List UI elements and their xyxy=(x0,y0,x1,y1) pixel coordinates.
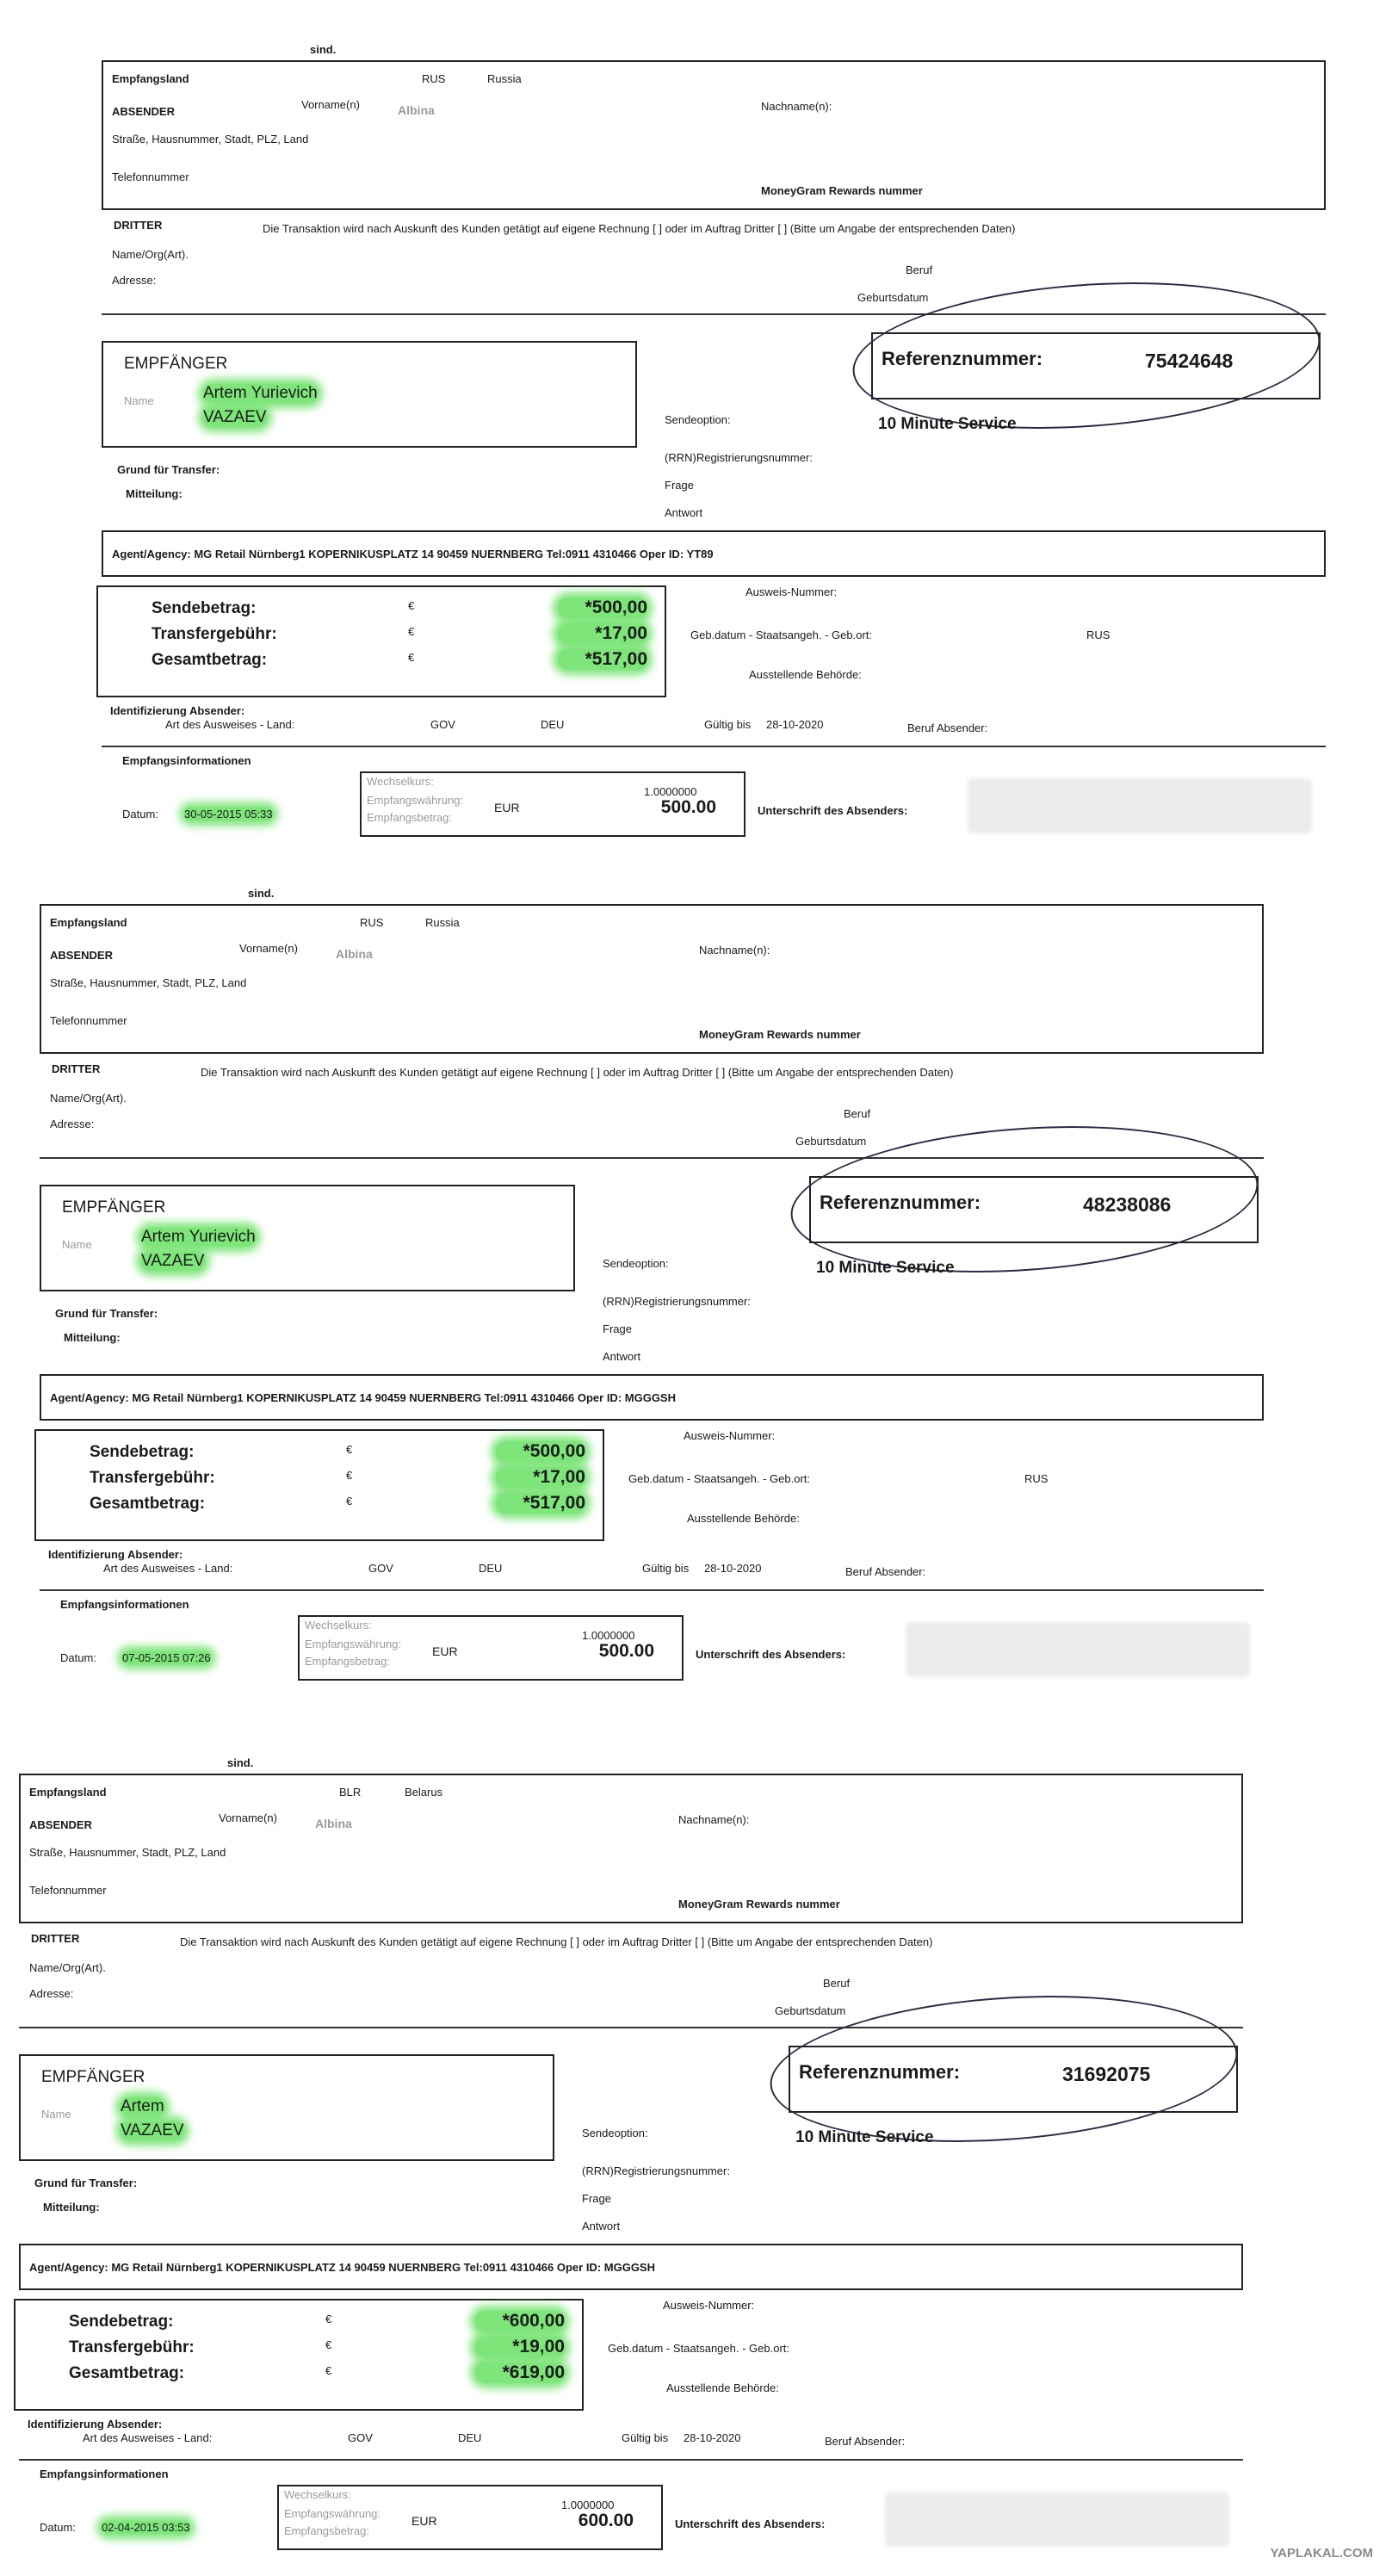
rrn-label: (RRN)Registrierungsnummer: xyxy=(603,1295,751,1308)
empfangsbetrag-label: Empfangsbetrag: xyxy=(284,2524,370,2537)
sender-first-name: Albina xyxy=(315,1817,352,1830)
valid-until: 28-10-2020 xyxy=(684,2431,741,2444)
beruf-absender-label: Beruf Absender: xyxy=(907,721,988,734)
empfangsbetrag-label: Empfangsbetrag: xyxy=(367,811,453,824)
vorname-label: Vorname(n) xyxy=(301,98,360,111)
sind-label: sind. xyxy=(248,887,275,900)
empfangsinfo-label: Empfangsinformationen xyxy=(60,1598,189,1611)
section-divider xyxy=(40,1589,1264,1591)
beruf-label: Beruf xyxy=(906,263,933,276)
name-label: Name xyxy=(41,2108,71,2121)
euro-symbol: € xyxy=(408,625,415,638)
id-country: DEU xyxy=(458,2431,482,2444)
gueltig-label: Gültig bis xyxy=(642,1562,690,1575)
sendeoption-label: Sendeoption: xyxy=(582,2127,648,2139)
sendebetrag-label: Sendebetrag: xyxy=(90,1443,195,1461)
name-label: Name xyxy=(124,394,154,407)
euro-symbol: € xyxy=(325,2364,332,2377)
art-ausweis-label: Art des Ausweises - Land: xyxy=(83,2431,213,2444)
id-type: GOV xyxy=(348,2431,373,2444)
grund-label: Grund für Transfer: xyxy=(55,1307,158,1320)
valid-until: 28-10-2020 xyxy=(704,1562,762,1575)
referenz-label: Referenznummer: xyxy=(820,1192,981,1213)
agent-info: Agent/Agency: MG Retail Nürnberg1 KOPERNIKUSPLATZ 14 90459 NUERNBERG Tel:0911 4310466 Oper ID: YT89 xyxy=(112,548,714,560)
transaction-date: 02-04-2015 03:53 xyxy=(102,2521,190,2534)
gesamtbetrag-label: Gesamtbetrag: xyxy=(90,1495,206,1513)
unterschrift-label: Unterschrift des Absenders: xyxy=(696,1648,846,1661)
antwort-label: Antwort xyxy=(665,506,703,519)
nachname-label: Nachname(n): xyxy=(678,1813,750,1826)
nachname-label: Nachname(n): xyxy=(699,944,770,957)
id-type: GOV xyxy=(430,718,455,731)
euro-symbol: € xyxy=(346,1495,353,1508)
service-label: 10 Minute Service xyxy=(816,1259,955,1277)
empfangsinfo-label: Empfangsinformationen xyxy=(122,754,251,767)
empfangswaehrung-label: Empfangswährung: xyxy=(284,2507,381,2520)
country-name: Russia xyxy=(487,72,522,85)
name-org-label: Name/Org(Art). xyxy=(50,1092,127,1105)
absender-label: ABSENDER xyxy=(29,1818,92,1831)
absender-label: ABSENDER xyxy=(112,105,175,118)
absender-label: ABSENDER xyxy=(50,949,113,962)
name-org-label: Name/Org(Art). xyxy=(29,1961,106,1974)
wechselkurs-label: Wechselkurs: xyxy=(284,2488,351,2501)
redacted-signature-area xyxy=(885,2492,1229,2547)
euro-symbol: € xyxy=(325,2338,332,2351)
recipient-first-name: Artem Yurievich xyxy=(203,384,318,402)
ausweis-nummer-label: Ausweis-Nummer: xyxy=(684,1429,776,1442)
address-label: Straße, Hausnummer, Stadt, PLZ, Land xyxy=(50,976,247,989)
nationality: RUS xyxy=(1086,629,1111,641)
art-ausweis-label: Art des Ausweises - Land: xyxy=(103,1562,233,1575)
reference-number: 48238086 xyxy=(1083,1193,1172,1216)
adresse-label: Adresse: xyxy=(29,1987,74,2000)
dritter-label: DRITTER xyxy=(114,219,163,232)
empfangswaehrung-label: Empfangswährung: xyxy=(367,794,464,807)
empfaenger-label: EMPFÄNGER xyxy=(41,2068,145,2086)
identifizierung-label: Identifizierung Absender: xyxy=(110,704,245,717)
identifizierung-label: Identifizierung Absender: xyxy=(28,2418,163,2430)
service-label: 10 Minute Service xyxy=(878,415,1017,433)
gebdatum-label: Geb.datum - Staatsangeh. - Geb.ort: xyxy=(690,629,873,641)
ausstellende-label: Ausstellende Behörde: xyxy=(749,668,862,681)
section-divider xyxy=(102,746,1326,747)
id-country: DEU xyxy=(479,1562,503,1575)
beruf-label: Beruf xyxy=(823,1977,851,1990)
referenz-label: Referenznummer: xyxy=(799,2061,961,2083)
section-divider xyxy=(19,2459,1243,2461)
watermark: YAPLAKAL.COM xyxy=(1270,2546,1373,2561)
empfangsland-label: Empfangsland xyxy=(50,916,127,929)
beruf-absender-label: Beruf Absender: xyxy=(825,2435,906,2448)
rewards-label: MoneyGram Rewards nummer xyxy=(761,184,923,197)
dritter-text: Die Transaktion wird nach Auskunft des Kunden getätigt auf eigene Rechnung [ ] oder im Auftrag Dritter [ ] (Bitte um Angabe der entsprechenden Daten) xyxy=(201,1066,954,1079)
mitteilung-label: Mitteilung: xyxy=(64,1331,121,1344)
grund-label: Grund für Transfer: xyxy=(117,463,220,476)
adresse-label: Adresse: xyxy=(50,1118,95,1130)
wechselkurs-label: Wechselkurs: xyxy=(305,1619,372,1632)
datum-label: Datum: xyxy=(122,808,158,820)
antwort-label: Antwort xyxy=(603,1350,641,1363)
address-label: Straße, Hausnummer, Stadt, PLZ, Land xyxy=(29,1846,226,1859)
service-label: 10 Minute Service xyxy=(795,2128,934,2146)
frage-label: Frage xyxy=(603,1322,632,1335)
geburtsdatum-label: Geburtsdatum xyxy=(775,2004,846,2017)
referenz-label: Referenznummer: xyxy=(882,348,1043,369)
redacted-signature-area xyxy=(906,1622,1250,1677)
reference-number: 31692075 xyxy=(1062,2063,1151,2085)
empfangsland-label: Empfangsland xyxy=(112,72,189,85)
dritter-text: Die Transaktion wird nach Auskunft des Kunden getätigt auf eigene Rechnung [ ] oder im Auftrag Dritter [ ] (Bitte um Angabe der entsprechenden Daten) xyxy=(263,222,1016,235)
id-type: GOV xyxy=(368,1562,393,1575)
sendeoption-label: Sendeoption: xyxy=(603,1257,669,1270)
transfergebuehr-label: Transfergebühr: xyxy=(90,1469,215,1487)
recipient-last-name: VAZAEV xyxy=(203,408,267,426)
country-code: RUS xyxy=(360,916,384,929)
art-ausweis-label: Art des Ausweises - Land: xyxy=(165,718,295,731)
id-country: DEU xyxy=(541,718,565,731)
agent-info: Agent/Agency: MG Retail Nürnberg1 KOPERNIKUSPLATZ 14 90459 NUERNBERG Tel:0911 4310466 Oper ID: MGGGSH xyxy=(29,2261,655,2274)
sendebetrag-label: Sendebetrag: xyxy=(152,599,257,617)
telefon-label: Telefonnummer xyxy=(50,1014,127,1027)
sender-first-name: Albina xyxy=(398,103,435,117)
transfer-fee: *17,00 xyxy=(558,623,647,644)
recipient-first-name: Artem Yurievich xyxy=(141,1228,256,1246)
euro-symbol: € xyxy=(325,2313,332,2325)
empfaenger-label: EMPFÄNGER xyxy=(124,355,228,373)
vorname-label: Vorname(n) xyxy=(239,942,298,955)
euro-symbol: € xyxy=(408,651,415,664)
address-label: Straße, Hausnummer, Stadt, PLZ, Land xyxy=(112,133,309,146)
empfangsinfo-label: Empfangsinformationen xyxy=(40,2468,169,2480)
sendebetrag-label: Sendebetrag: xyxy=(69,2313,174,2331)
datum-label: Datum: xyxy=(40,2521,76,2534)
recipient-last-name: VAZAEV xyxy=(141,1252,205,1270)
total-amount: *517,00 xyxy=(496,1493,585,1514)
mitteilung-label: Mitteilung: xyxy=(43,2201,100,2214)
geburtsdatum-label: Geburtsdatum xyxy=(857,291,929,304)
dritter-label: DRITTER xyxy=(31,1932,80,1945)
sender-first-name: Albina xyxy=(336,947,373,961)
receive-amount: 500.00 xyxy=(598,1641,654,1661)
send-amount: *500,00 xyxy=(496,1441,585,1462)
unterschrift-label: Unterschrift des Absenders: xyxy=(758,804,908,817)
grund-label: Grund für Transfer: xyxy=(34,2177,138,2189)
exchange-rate: 1.0000000 xyxy=(644,785,697,798)
send-amount: *600,00 xyxy=(475,2311,565,2331)
nachname-label: Nachname(n): xyxy=(761,100,832,113)
currency: EUR xyxy=(411,2514,437,2528)
empfangsbetrag-label: Empfangsbetrag: xyxy=(305,1655,391,1668)
rewards-label: MoneyGram Rewards nummer xyxy=(699,1028,861,1041)
gebdatum-label: Geb.datum - Staatsangeh. - Geb.ort: xyxy=(608,2342,790,2355)
recipient-last-name: VAZAEV xyxy=(121,2121,184,2139)
transfer-fee: *17,00 xyxy=(496,1467,585,1488)
empfangsland-label: Empfangsland xyxy=(29,1786,107,1799)
valid-until: 28-10-2020 xyxy=(766,718,824,731)
exchange-rate: 1.0000000 xyxy=(561,2499,615,2511)
beruf-label: Beruf xyxy=(844,1107,871,1120)
ausweis-nummer-label: Ausweis-Nummer: xyxy=(745,585,838,598)
currency: EUR xyxy=(432,1644,458,1658)
send-amount: *500,00 xyxy=(558,598,647,618)
vorname-label: Vorname(n) xyxy=(219,1811,277,1824)
adresse-label: Adresse: xyxy=(112,274,157,287)
ausstellende-label: Ausstellende Behörde: xyxy=(666,2381,779,2394)
identifizierung-label: Identifizierung Absender: xyxy=(48,1548,183,1561)
transaction-date: 30-05-2015 05:33 xyxy=(184,808,273,820)
gebdatum-label: Geb.datum - Staatsangeh. - Geb.ort: xyxy=(628,1472,811,1485)
name-label: Name xyxy=(62,1238,92,1251)
empfaenger-label: EMPFÄNGER xyxy=(62,1198,166,1217)
gueltig-label: Gültig bis xyxy=(622,2431,669,2444)
gesamtbetrag-label: Gesamtbetrag: xyxy=(69,2364,185,2382)
euro-symbol: € xyxy=(346,1469,353,1482)
datum-label: Datum: xyxy=(60,1651,96,1664)
telefon-label: Telefonnummer xyxy=(112,170,189,183)
mitteilung-label: Mitteilung: xyxy=(126,487,183,500)
sind-label: sind. xyxy=(310,43,337,56)
exchange-rate: 1.0000000 xyxy=(582,1629,635,1642)
ausweis-nummer-label: Ausweis-Nummer: xyxy=(663,2299,755,2312)
beruf-absender-label: Beruf Absender: xyxy=(845,1565,926,1578)
redacted-signature-area xyxy=(968,778,1312,833)
gesamtbetrag-label: Gesamtbetrag: xyxy=(152,651,268,669)
wechselkurs-label: Wechselkurs: xyxy=(367,775,434,788)
euro-symbol: € xyxy=(346,1443,353,1456)
telefon-label: Telefonnummer xyxy=(29,1884,107,1897)
rrn-label: (RRN)Registrierungsnummer: xyxy=(582,2164,730,2177)
rrn-label: (RRN)Registrierungsnummer: xyxy=(665,451,813,464)
transfergebuehr-label: Transfergebühr: xyxy=(152,625,277,643)
country-code: BLR xyxy=(339,1786,362,1799)
dritter-text: Die Transaktion wird nach Auskunft des Kunden getätigt auf eigene Rechnung [ ] oder im Auftrag Dritter [ ] (Bitte um Angabe der entsprechenden Daten) xyxy=(180,1935,933,1948)
currency: EUR xyxy=(494,801,520,814)
dritter-label: DRITTER xyxy=(52,1062,101,1075)
nationality: RUS xyxy=(1024,1472,1049,1485)
receive-amount: 500.00 xyxy=(660,797,716,817)
agent-info: Agent/Agency: MG Retail Nürnberg1 KOPERNIKUSPLATZ 14 90459 NUERNBERG Tel:0911 4310466 Oper ID: MGGGSH xyxy=(50,1391,676,1404)
total-amount: *619,00 xyxy=(475,2362,565,2383)
country-name: Russia xyxy=(425,916,460,929)
geburtsdatum-label: Geburtsdatum xyxy=(795,1135,867,1148)
name-org-label: Name/Org(Art). xyxy=(112,248,189,261)
ausstellende-label: Ausstellende Behörde: xyxy=(687,1512,800,1525)
sendeoption-label: Sendeoption: xyxy=(665,413,731,426)
recipient-first-name: Artem xyxy=(121,2097,164,2115)
reference-number: 75424648 xyxy=(1145,350,1234,372)
total-amount: *517,00 xyxy=(558,649,647,670)
transaction-date: 07-05-2015 07:26 xyxy=(122,1651,211,1664)
sind-label: sind. xyxy=(227,1756,254,1769)
country-code: RUS xyxy=(422,72,446,85)
rewards-label: MoneyGram Rewards nummer xyxy=(678,1898,840,1910)
transfer-fee: *19,00 xyxy=(475,2337,565,2357)
euro-symbol: € xyxy=(408,599,415,612)
frage-label: Frage xyxy=(665,479,694,492)
empfangswaehrung-label: Empfangswährung: xyxy=(305,1638,402,1650)
gueltig-label: Gültig bis xyxy=(704,718,752,731)
transfergebuehr-label: Transfergebühr: xyxy=(69,2338,195,2356)
country-name: Belarus xyxy=(405,1786,443,1799)
frage-label: Frage xyxy=(582,2192,611,2205)
unterschrift-label: Unterschrift des Absenders: xyxy=(675,2517,826,2530)
antwort-label: Antwort xyxy=(582,2220,621,2232)
receive-amount: 600.00 xyxy=(578,2511,634,2530)
